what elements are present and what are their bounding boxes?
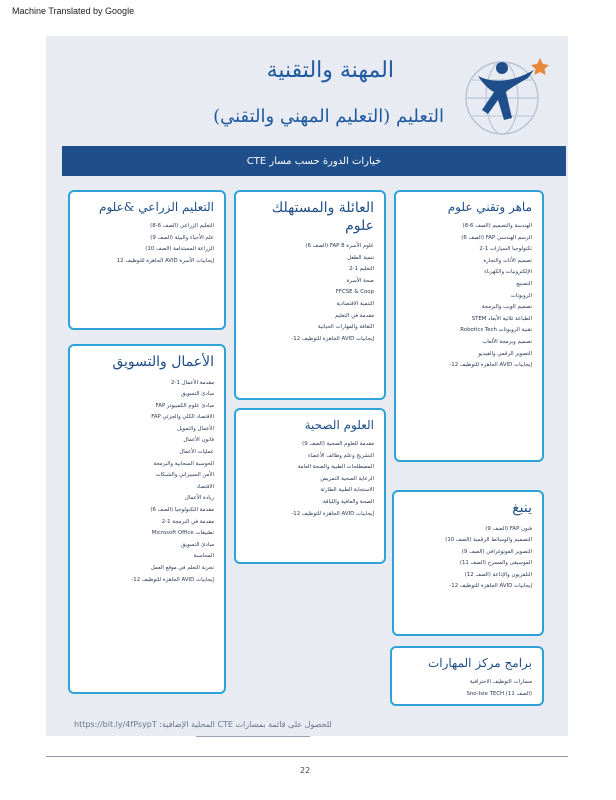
list-item: التشريح وعلم وظائف الأعضاء [307,452,374,459]
page-title: المهنة والتقنية [266,58,394,83]
list-item: تصميم وبرمجة الألعاب [482,338,532,345]
list-item: التعليم 1-2 [349,266,374,273]
list-item: عمليات الأعمال [179,449,214,456]
skilled-box [394,190,544,462]
arts-list [404,524,532,594]
band-text: خيارات الدورة حسب مسار CTE [246,155,382,167]
list-item: المصطلحات الطبية والصحة العامة [297,464,374,471]
list-item: الروبوتات [510,292,532,299]
machine-translation-banner: Machine Translated by Google [12,6,135,16]
list-item: التلفزيون والإذاعة (الصف 12) [464,571,532,578]
list-item: إيجابيات AVID الجاهزة للتوظيف 12- [291,510,374,517]
skilled-title: ماهر وتقني علوم [447,200,532,214]
list-item: تجربة التعلم في موقع العمل [150,565,214,571]
list-item: إيجابيات AVID الجاهزة للتوظيف 12- [291,335,374,342]
list-item: التعليم الزراعي (الصف 6-8) [150,223,214,229]
list-item: التصنيع [516,280,532,287]
list-item: علم الأحياء والبيئة (الصف 9) [150,234,214,241]
list-item: مسارات التوظيف الاحترافية [469,679,532,685]
list-item: الزراعة المستدامة (الصف 10) [145,246,214,253]
page-subtitle: التعليم (التعليم المهني والتقني) [213,106,444,127]
list-item: التصوير الرقمي والفيديو [478,350,532,357]
list-item: مقدمة للعلوم الصحية (الصف 9) [302,441,374,447]
list-item: مقدمة في التعليم [334,312,374,319]
list-item: الأمن السيبراني والشبكات [155,472,214,479]
list-item: ريادة الأعمال [184,495,214,502]
career-figure-logo-icon [458,48,550,140]
list-item: مقدمة الأعمال 1-2 [171,379,214,386]
list-item: تصميم الأثاث والنجارة [483,257,532,264]
list-item: صحة الأسرة [346,277,374,284]
list-item: الأعمال والتمويل [176,425,214,432]
list-item: المحاسبة [193,553,214,560]
list-item: الطباعة ثلاثية الأبعاد STEM [471,315,532,322]
list-item: إيجابيات الأسرة AVID الجاهزة للتوظيف 12 [116,257,214,264]
skills-center-box [390,646,544,706]
skills-center-list [402,677,532,700]
page-number: 22 [300,766,311,775]
business-title: الأعمال والتسويق [112,354,214,370]
arts-title: ينبغ [512,500,532,516]
skills-center-title: برامج مركز المهارات [427,656,532,670]
list-item: تقنية الروبوتات Robotics Tech [460,327,532,334]
family-title: العائلة والمستهلك علوم [271,200,374,234]
list-item: الرسم الهندسي FAP (الصف 6) [461,234,532,241]
list-item: الثقافة والمهارات الحياتية [317,324,374,331]
business-box [68,344,226,694]
list-item: تطبيقات Microsoft Office [151,530,214,537]
list-item: الموسيقى والمسرح (الصف 11) [459,560,532,567]
agri-title: التعليم الزراعي &علوم [99,200,214,214]
list-item: مبادئ التسويق [181,541,214,548]
health-title: العلوم الصحية [304,418,374,432]
link-underline [196,736,310,737]
business-list [80,378,214,587]
list-item: إيجابيات AVID الجاهزة للتوظيف 12- [449,362,532,369]
list-item: الرعاية الصحية التمريض [320,475,374,482]
list-item: التنمية الاقتصادية [336,300,374,307]
list-item: الصحة والعافية واللياقة [323,498,374,505]
health-box [234,408,386,564]
health-list [246,439,374,520]
list-item: الاستجابة الطبية الطارئة [320,487,374,494]
list-item: الإلكترونيات والكهرباء [484,269,532,276]
arts-box [392,490,544,636]
list-item: FFCSE & Coop [335,289,374,296]
cte-pathways-link[interactable]: للحصول على قائمة بمسارات CTE المحلية الإضافية: https://bit.ly/4fPsypT [74,720,332,729]
family-box [234,190,386,400]
list-item: مبادئ التسويق [181,391,214,398]
list-item: تنمية الطفل [347,254,374,261]
list-item: مقدمة في البرمجة 1-2 [161,518,214,525]
list-item: الحوسبة السحابية والبرمجة [153,460,214,467]
list-item: التصميم والوسائط الرقمية (الصف 10) [445,537,532,544]
list-item: تصميم الويب والبرمجة [481,304,532,311]
agri-list [80,221,214,267]
list-item: تكنولوجيا السيارات 1-2 [479,246,532,253]
list-item: الاقتصاد الكلي والجزئي FAP [151,414,214,421]
list-item: الاقتصاد [196,483,214,490]
list-item: قانون الأعمال [183,437,214,444]
family-list [246,241,374,345]
list-item: الهندسة والتصميم (الصف 6-8) [462,223,532,229]
skilled-list [406,221,532,372]
list-item: التصوير الفوتوغرافي (الصف 9) [461,548,532,555]
list-item: إيجابيات AVID الجاهزة للتوظيف 12- [131,576,214,583]
list-item: (الصف 11) Sno-Isle TECH [466,690,532,697]
footer-divider [46,756,568,757]
list-item: إيجابيات AVID الجاهزة للتوظيف 12- [449,583,532,590]
agri-box [68,190,226,330]
list-item: مقدمة التكنولوجيا (الصف 6) [150,507,214,514]
course-options-band [62,146,566,176]
list-item: مبادئ علوم الكمبيوتر FAP [155,402,214,409]
list-item: فنون FAP (الصف 9) [485,525,532,532]
list-item: علوم الأسرة 8 FAP (الصف 6) [305,243,374,249]
